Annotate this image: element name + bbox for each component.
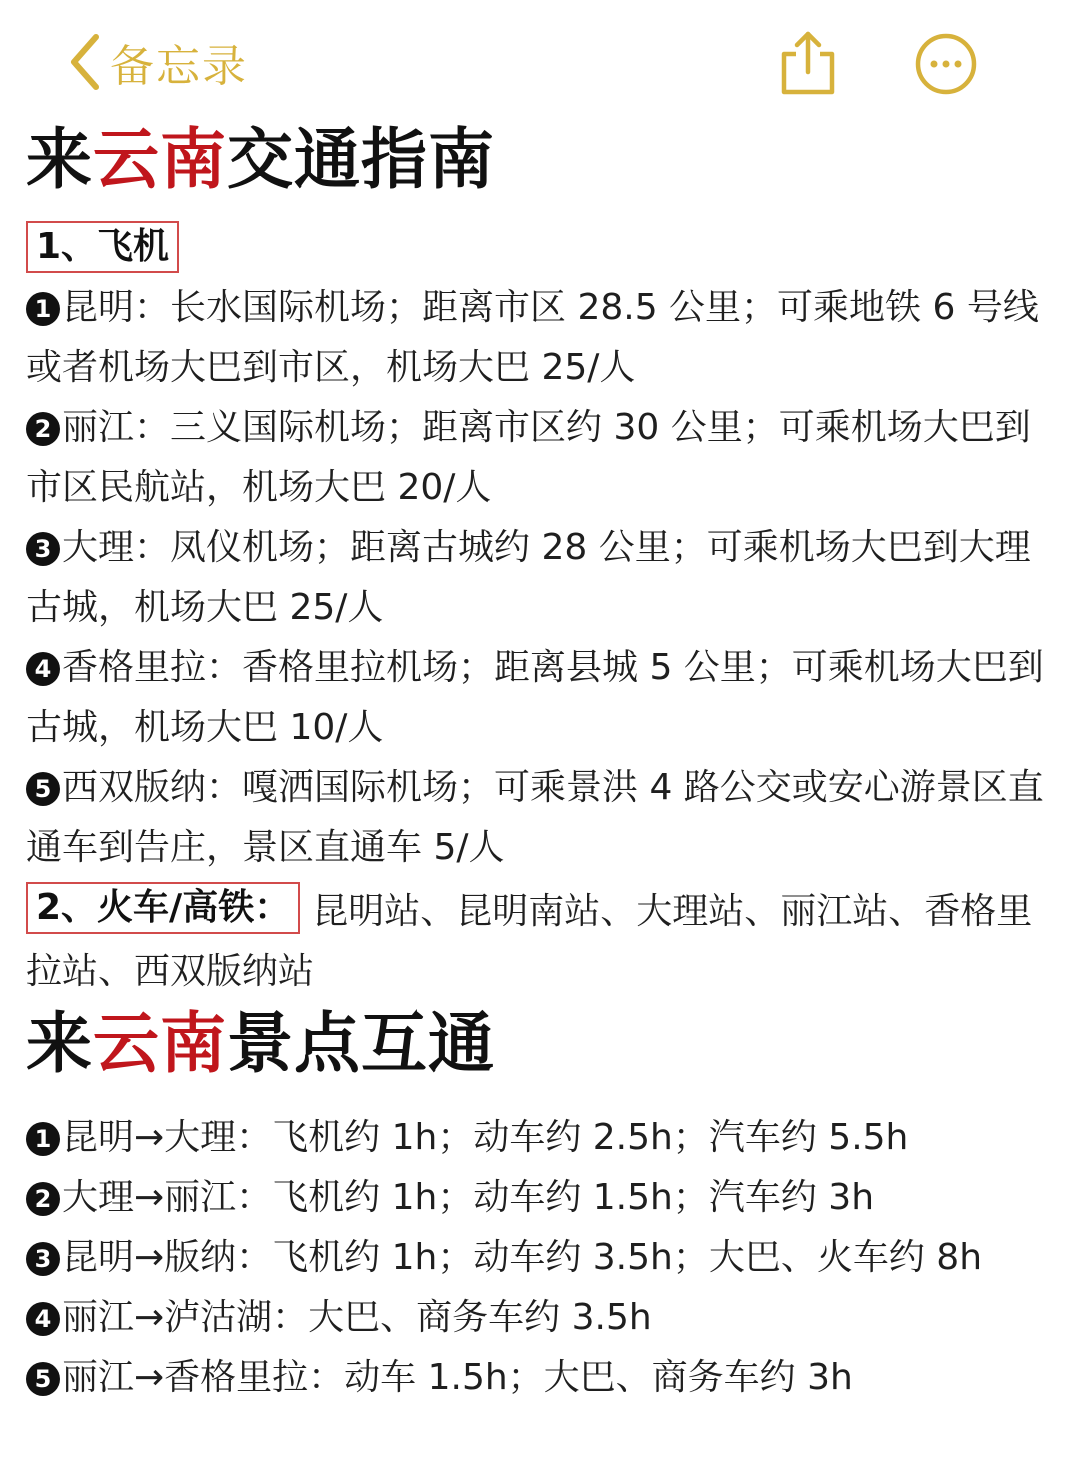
chevron-left-icon bbox=[68, 33, 102, 91]
list-item bbox=[26, 518, 1060, 638]
route-text: 丽江→香格里拉：动车 1.5h；大巴、商务车约 3h bbox=[62, 1357, 853, 1398]
number-badge: 5 bbox=[26, 772, 60, 806]
number-badge: 2 bbox=[26, 1182, 60, 1216]
title2-part-3: 景点互通 bbox=[227, 1005, 495, 1082]
title2-highlight: 云南 bbox=[93, 1005, 227, 1082]
item-text: 大理：凤仪机场；距离古城约 28 公里；可乘机场大巴到大理古城，机场大巴 25/人 bbox=[26, 527, 1031, 628]
title-part-1: 来 bbox=[26, 121, 93, 198]
number-badge: 2 bbox=[26, 412, 60, 446]
item-text: 西双版纳：嘎洒国际机场；可乘景洪 4 路公交或安心游景区直通车到告庄，景区直通车 5/人 bbox=[26, 767, 1044, 868]
number-badge: 1 bbox=[26, 292, 60, 326]
share-icon bbox=[778, 30, 838, 96]
list-item bbox=[26, 758, 1060, 878]
title2-part-1: 来 bbox=[26, 1005, 93, 1082]
list-item bbox=[26, 278, 1060, 398]
route-text: 昆明→大理：飞机约 1h；动车约 2.5h；汽车约 5.5h bbox=[62, 1117, 909, 1158]
number-badge: 4 bbox=[26, 652, 60, 686]
section-plane-heading bbox=[26, 216, 1060, 278]
number-badge: 3 bbox=[26, 532, 60, 566]
plane-heading-box: 1、飞机 bbox=[26, 221, 179, 273]
title-part-3: 交通指南 bbox=[227, 121, 495, 198]
back-label: 备忘录 bbox=[110, 41, 248, 92]
number-badge: 1 bbox=[26, 1122, 60, 1156]
section-title-2 bbox=[26, 1002, 1060, 1086]
item-text: 丽江：三义国际机场；距离市区约 30 公里；可乘机场大巴到市区民航站，机场大巴 20/人 bbox=[26, 407, 1031, 508]
title-highlight: 云南 bbox=[93, 121, 227, 198]
number-badge: 3 bbox=[26, 1242, 60, 1276]
list-item bbox=[26, 398, 1060, 518]
route-text: 大理→丽江：飞机约 1h；动车约 1.5h；汽车约 3h bbox=[62, 1177, 875, 1218]
share-button[interactable] bbox=[778, 30, 838, 96]
note-content bbox=[26, 118, 1060, 1408]
page-title bbox=[26, 118, 1060, 202]
more-icon bbox=[914, 32, 978, 96]
more-button[interactable] bbox=[914, 32, 978, 96]
route-item bbox=[26, 1228, 1060, 1288]
route-item bbox=[26, 1288, 1060, 1348]
route-item bbox=[26, 1108, 1060, 1168]
navigation-bar bbox=[0, 0, 1080, 118]
rail-stations: 昆明站、昆明南站、大理站、丽江站、香格里拉站、西双版纳站 bbox=[26, 891, 1033, 992]
route-text: 昆明→版纳：飞机约 1h；动车约 3.5h；大巴、火车约 8h bbox=[62, 1237, 983, 1278]
route-text: 丽江→泸沽湖：大巴、商务车约 3.5h bbox=[62, 1297, 652, 1338]
section-rail bbox=[26, 882, 1060, 1002]
rail-heading-box: 2、火车/高铁： bbox=[26, 882, 300, 934]
route-list bbox=[26, 1108, 1060, 1408]
number-badge: 4 bbox=[26, 1302, 60, 1336]
item-text: 香格里拉：香格里拉机场；距离县城 5 公里；可乘机场大巴到古城，机场大巴 10/人 bbox=[26, 647, 1044, 748]
route-item bbox=[26, 1168, 1060, 1228]
back-button[interactable] bbox=[68, 30, 248, 94]
list-item bbox=[26, 638, 1060, 758]
item-text: 昆明：长水国际机场；距离市区 28.5 公里；可乘地铁 6 号线或者机场大巴到市区，机场大巴 25/人 bbox=[26, 287, 1039, 388]
route-item bbox=[26, 1348, 1060, 1408]
number-badge: 5 bbox=[26, 1362, 60, 1396]
